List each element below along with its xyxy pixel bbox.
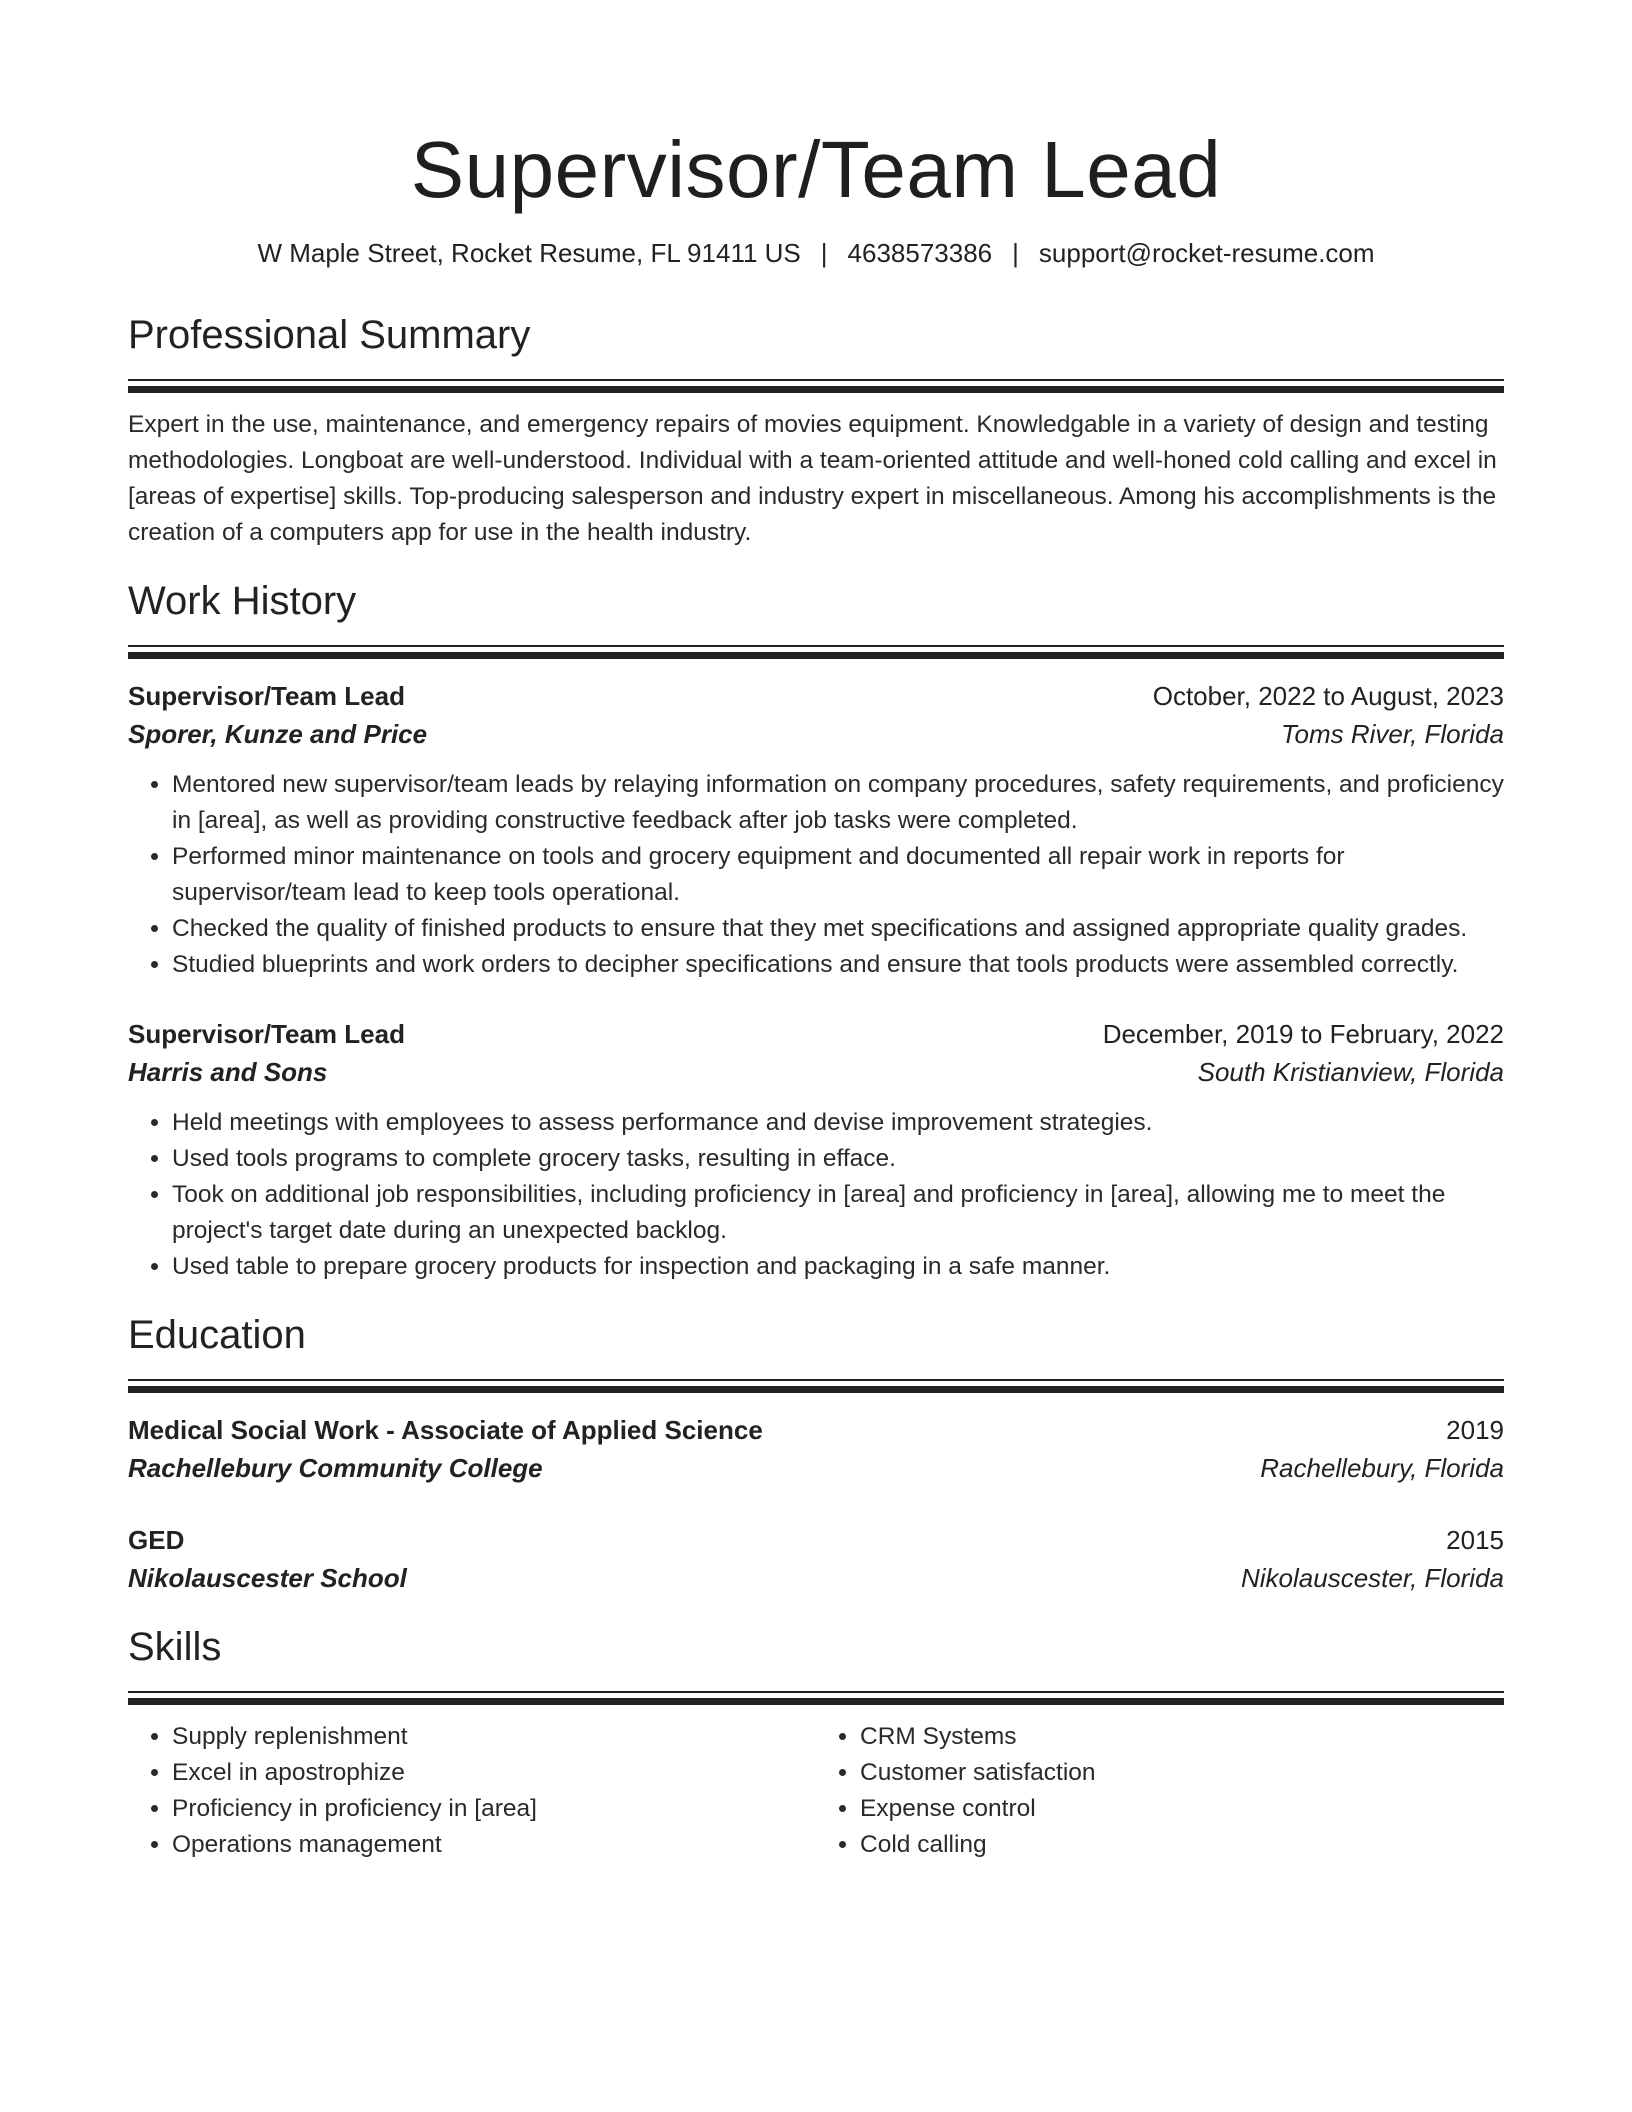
job-location: Toms River, Florida (1281, 719, 1504, 749)
work-history-section (128, 581, 1504, 1285)
section-divider (128, 379, 1504, 393)
contact-email: support@rocket-resume.com (1038, 238, 1375, 268)
section-divider (128, 645, 1504, 659)
job-company: Sporer, Kunze and Price (128, 719, 428, 749)
job-role: Supervisor/Team Lead (128, 681, 405, 711)
education-school: Rachellebury Community College (128, 1453, 543, 1483)
summary-text: Expert in the use, maintenance, and emergency repairs of movies equipment. Knowledgable in a variety of design and testing methodologies. Longboat are well-understood. Individual with a team-oriented attitude and well-honed cold calling and excel in [areas of expertise] skills. Top-producing salesperson and industry expert in miscellaneous. Among his accomplishments is the creation of a computers app for use in the health industry. (128, 411, 1497, 546)
skills-column-right (816, 1719, 1504, 1863)
skill-item: • Excel in apostrophize (172, 1755, 816, 1791)
job-dates: October, 2022 to August, 2023 (1152, 681, 1504, 711)
education-location: Nikolauscester, Florida (1241, 1563, 1504, 1593)
summary-section (128, 315, 1504, 551)
candidate-name: Supervisor/Team Lead (410, 125, 1222, 214)
education-school: Nikolauscester School (128, 1563, 407, 1593)
contact-line (128, 238, 1504, 269)
section-title: Professional Summary (128, 313, 531, 357)
skill-item: • Operations management (172, 1827, 816, 1863)
education-degree: GED (128, 1525, 185, 1555)
list-item: • Studied blueprints and work orders to decipher specifications and ensure that tools products were assembled correctly. (172, 947, 1504, 983)
list-item: • Took on additional job responsibilities, including proficiency in [area] and proficiency in [area], allowing me to meet the project's target date during an unexpected backlog. (172, 1177, 1504, 1249)
section-title: Skills (128, 1625, 222, 1669)
education-degree: Medical Social Work - Associate of Applied Science (128, 1415, 763, 1445)
job-dates: December, 2019 to February, 2022 (1102, 1019, 1504, 1049)
list-item: • Performed minor maintenance on tools and grocery equipment and documented all repair work in reports for supervisor/team lead to keep tools operational. (172, 839, 1504, 911)
education-year: 2015 (1446, 1525, 1504, 1555)
job-bullets (128, 767, 1504, 983)
list-item: • Mentored new supervisor/team leads by relaying information on company procedures, safety requirements, and proficiency in [area], as well as providing constructive feedback after job tasks were completed. (172, 767, 1504, 839)
contact-phone: 4638573386 (847, 238, 993, 268)
education-year: 2019 (1446, 1415, 1504, 1445)
skill-item: • CRM Systems (860, 1719, 1504, 1755)
education-entry (128, 1521, 1504, 1597)
section-divider (128, 1691, 1504, 1705)
list-item: • Held meetings with employees to assess performance and devise improvement strategies. (172, 1105, 1504, 1141)
section-title: Work History (128, 579, 357, 623)
list-item: • Checked the quality of finished products to ensure that they met specifications and assigned appropriate quality grades. (172, 911, 1504, 947)
skill-item: • Expense control (860, 1791, 1504, 1827)
skill-item: • Supply replenishment (172, 1719, 816, 1755)
contact-separator: | (820, 238, 828, 268)
section-divider (128, 1379, 1504, 1393)
education-section (128, 1315, 1504, 1597)
job-company: Harris and Sons (128, 1057, 328, 1087)
education-location: Rachellebury, Florida (1260, 1453, 1504, 1483)
skills-column-left (128, 1719, 816, 1863)
skill-item: • Cold calling (860, 1827, 1504, 1863)
section-title: Education (128, 1313, 306, 1357)
skill-item: • Customer satisfaction (860, 1755, 1504, 1791)
job-location: South Kristianview, Florida (1197, 1057, 1504, 1087)
list-item: • Used table to prepare grocery products for inspection and packaging in a safe manner. (172, 1249, 1504, 1285)
skill-item: • Proficiency in proficiency in [area] (172, 1791, 816, 1827)
skills-section (128, 1627, 1504, 1863)
contact-separator: | (1012, 238, 1019, 268)
job-entry (128, 677, 1504, 983)
list-item: • Used tools programs to complete grocery tasks, resulting in efface. (172, 1141, 1504, 1177)
contact-address: W Maple Street, Rocket Resume, FL 91411 US (257, 238, 801, 268)
job-bullets (128, 1105, 1504, 1285)
skills-grid (128, 1719, 1504, 1863)
job-entry (128, 1015, 1504, 1285)
education-entry (128, 1411, 1504, 1487)
job-role: Supervisor/Team Lead (128, 1019, 405, 1049)
